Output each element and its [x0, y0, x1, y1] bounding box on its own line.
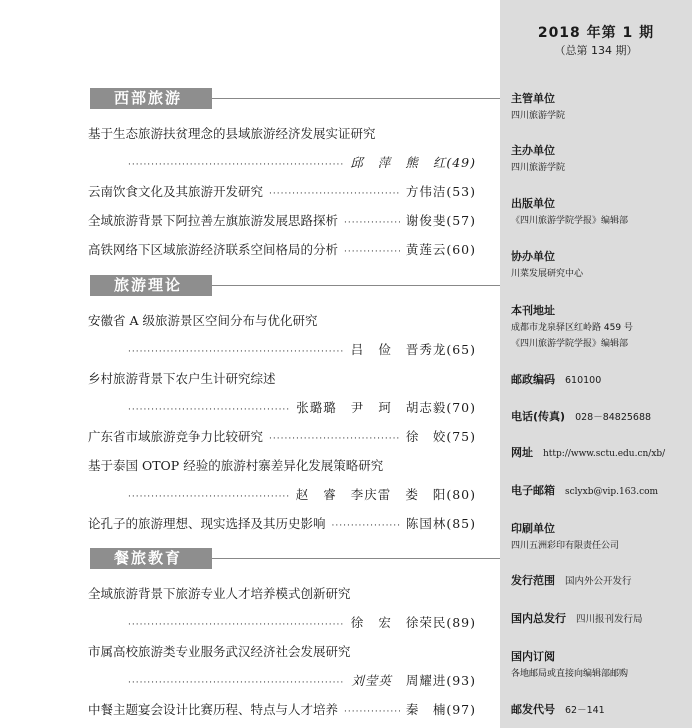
article-author: 谢俊斐(57) — [405, 213, 476, 228]
postal-code-row — [511, 701, 605, 717]
leader-dots — [344, 703, 400, 722]
email-link[interactable]: sclyxb@vip.163.com — [565, 487, 659, 497]
toc-entry[interactable] — [88, 514, 476, 533]
toc-entry-authors[interactable] — [122, 485, 476, 504]
phone-label: 电话(传真) — [511, 410, 566, 423]
section-header-catering-education: 餐旅教育 — [90, 548, 212, 569]
domestic-distribution-row — [511, 610, 643, 626]
toc-entry-authors[interactable] — [122, 398, 476, 417]
toc-entry[interactable] — [88, 211, 476, 230]
printer-value: 四川五洲彩印有限责任公司 — [511, 541, 620, 551]
postal-code-label: 邮发代号 — [511, 703, 555, 716]
section-divider — [212, 285, 500, 286]
article-authors: 吕 俭 晋秀龙(65) — [350, 342, 476, 357]
postcode-label: 邮政编码 — [511, 373, 555, 386]
email-row — [511, 482, 658, 498]
postal-code-value: 62－141 — [565, 705, 605, 716]
website-link[interactable]: http://www.sctu.edu.cn/xb/ — [543, 449, 666, 459]
phone-row — [511, 408, 651, 424]
toc-entry-title[interactable] — [88, 642, 476, 661]
article-title: 安徽省 A 级旅游景区空间分布与优化研究 — [88, 313, 318, 328]
phone-value: 028－84825688 — [575, 412, 652, 423]
scope-label: 发行范围 — [511, 574, 555, 587]
leader-dots — [128, 674, 345, 693]
article-author: 陈国林(85) — [405, 516, 476, 531]
toc-entry-authors[interactable] — [122, 613, 476, 632]
article-title: 市属高校旅游类专业服务武汉经济社会发展研究 — [88, 644, 351, 659]
article-title: 全域旅游背景下旅游专业人才培养模式创新研究 — [88, 586, 351, 601]
email-label: 电子邮箱 — [511, 484, 555, 497]
section-divider — [212, 558, 500, 559]
subscription-value: 各地邮局或直接向编辑部邮购 — [511, 669, 629, 679]
toc-entry[interactable] — [88, 182, 476, 201]
article-authors: 徐 宏 徐荣民(89) — [350, 615, 476, 630]
toc-entry-authors[interactable] — [122, 153, 476, 172]
domestic-distribution-value: 四川报刊发行局 — [576, 614, 643, 625]
co-organizer-value: 川菜发展研究中心 — [511, 269, 584, 279]
scope-value: 国内外公开发行 — [565, 576, 632, 587]
article-authors: 张璐璐 尹 珂 胡志毅(70) — [296, 400, 476, 415]
domestic-distribution-label: 国内总发行 — [511, 612, 566, 625]
article-title: 全域旅游背景下阿拉善左旗旅游发展思路探析 — [88, 213, 339, 228]
subscription-label: 国内订阅 — [511, 650, 555, 663]
section-header-tourism-theory: 旅游理论 — [90, 275, 212, 296]
address-label: 本刊地址 — [511, 304, 555, 317]
toc-entry-title[interactable] — [88, 311, 476, 330]
postcode-value: 610100 — [565, 375, 602, 386]
toc-entry-title[interactable] — [88, 124, 476, 143]
article-author: 方伟洁(53) — [405, 184, 476, 199]
article-title: 广东省市域旅游竞争力比较研究 — [88, 429, 264, 444]
article-authors: 赵 睿 李庆雷 娄 阳(80) — [295, 487, 476, 502]
publisher-label: 出版单位 — [511, 197, 555, 210]
website-row — [511, 444, 665, 460]
section-divider — [212, 98, 500, 99]
article-authors: 邱 萍 熊 红(49) — [350, 155, 476, 170]
section-header-west-tourism: 西部旅游 — [90, 88, 212, 109]
address-line-2: 《四川旅游学院学报》编辑部 — [511, 339, 629, 349]
postcode-row — [511, 371, 601, 387]
article-title: 基于生态旅游扶贫理念的县域旅游经济发展实证研究 — [88, 126, 376, 141]
publisher-value: 《四川旅游学院学报》编辑部 — [511, 216, 629, 226]
toc-entry[interactable] — [88, 427, 476, 446]
issue-number: 2018 年第 1 期 — [537, 25, 655, 41]
address-line-1: 成都市龙泉驿区红岭路 459 号 — [511, 323, 633, 333]
leader-dots — [344, 243, 400, 262]
article-title: 论孔子的旅游理想、现实选择及其历史影响 — [88, 516, 326, 531]
supervisor-label: 主管单位 — [511, 92, 555, 105]
leader-dots — [128, 488, 290, 507]
sponsor-value: 四川旅游学院 — [511, 163, 566, 173]
article-title: 云南饮食文化及其旅游开发研究 — [88, 184, 264, 199]
leader-dots — [269, 185, 400, 204]
leader-dots — [344, 214, 400, 233]
article-title: 乡村旅游背景下农户生计研究综述 — [88, 371, 276, 386]
leader-dots — [128, 156, 344, 175]
article-authors: 刘莹英 周耀进(93) — [351, 673, 476, 688]
toc-entry[interactable] — [88, 240, 476, 259]
leader-dots — [332, 517, 400, 536]
co-organizer-label: 协办单位 — [511, 250, 555, 263]
total-issue-number: （总第 134 期） — [554, 44, 638, 57]
supervisor-value: 四川旅游学院 — [511, 111, 566, 121]
toc-entry-title[interactable] — [88, 456, 476, 475]
article-title: 基于泰国 OTOP 经验的旅游村寨差异化发展策略研究 — [88, 458, 384, 473]
article-title: 高铁网络下区域旅游经济联系空间格局的分析 — [88, 242, 339, 257]
toc-entry-title[interactable] — [88, 369, 476, 388]
article-author: 秦 楠(97) — [405, 702, 476, 717]
article-author: 黄莲云(60) — [405, 242, 476, 257]
leader-dots — [128, 343, 345, 362]
toc-entry-authors[interactable] — [122, 671, 476, 690]
toc-entry-authors[interactable] — [122, 340, 476, 359]
article-author: 徐 姣(75) — [405, 429, 476, 444]
leader-dots — [269, 430, 400, 449]
leader-dots — [128, 401, 290, 420]
article-title: 中餐主题宴会设计比赛历程、特点与人才培养 — [88, 702, 339, 717]
leader-dots — [128, 616, 345, 635]
toc-entry-title[interactable] — [88, 584, 476, 603]
website-label: 网址 — [511, 446, 533, 459]
scope-row — [511, 572, 632, 588]
printer-label: 印刷单位 — [511, 522, 555, 535]
toc-entry[interactable] — [88, 700, 476, 719]
sponsor-label: 主办单位 — [511, 144, 555, 157]
